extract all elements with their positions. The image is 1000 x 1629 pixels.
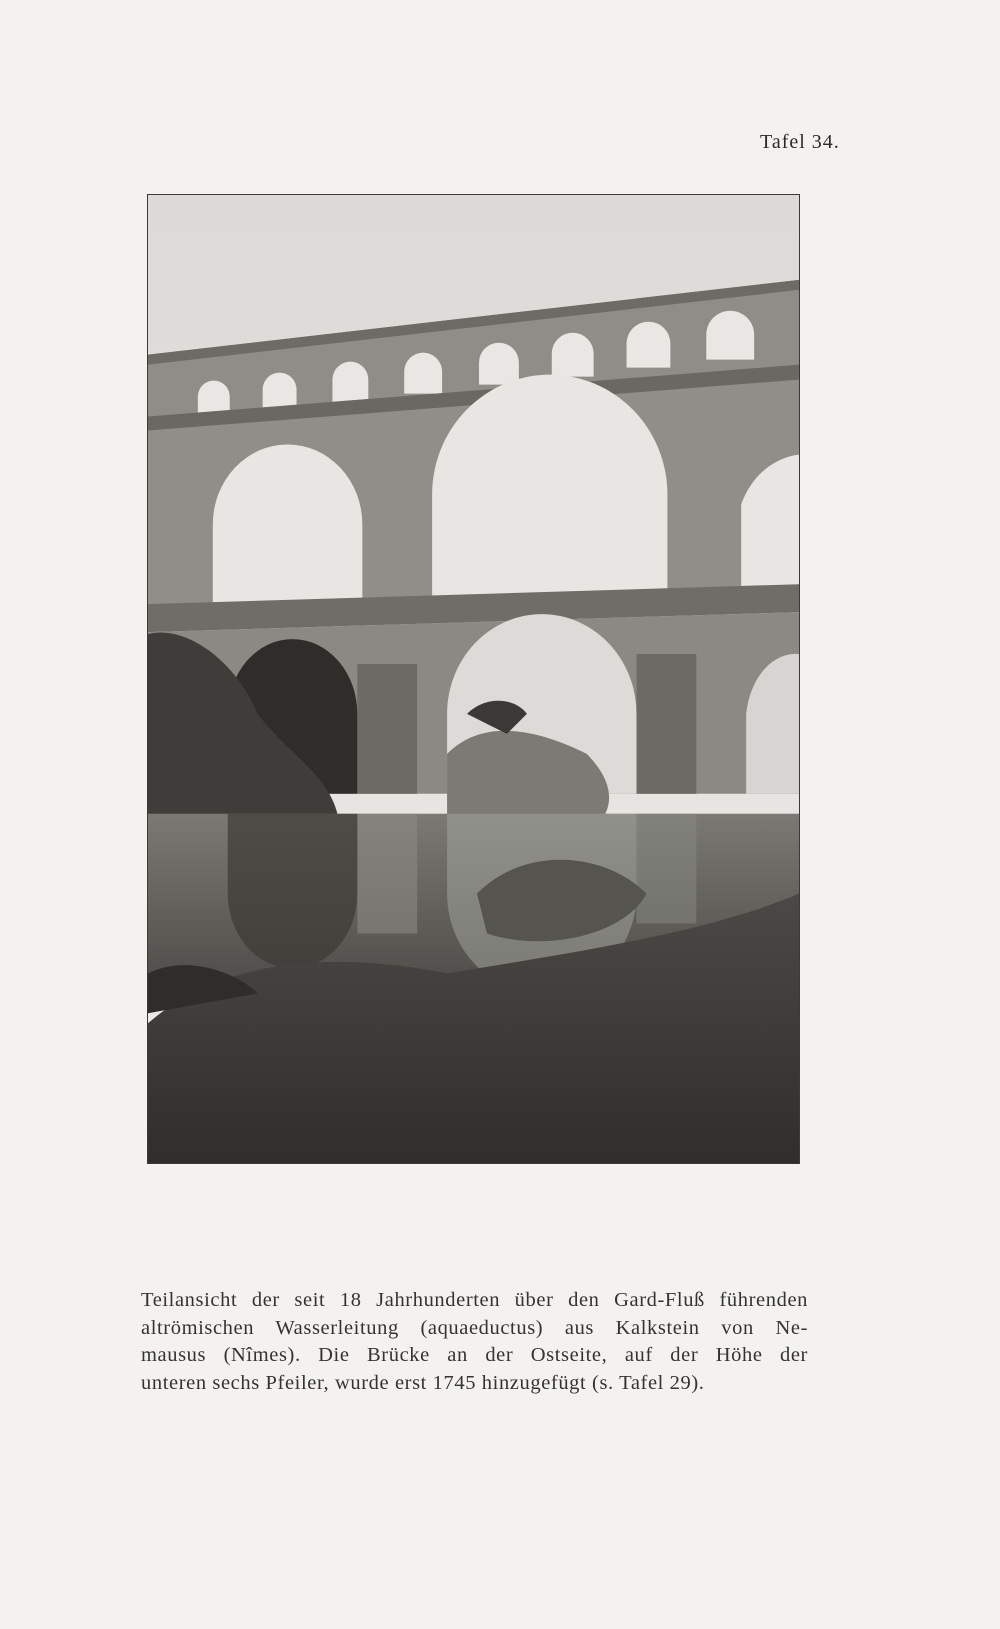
- caption-line: unteren sechs Pfeiler, wurde erst 1745 hinzugefügt (s. Tafel 29).: [141, 1371, 705, 1394]
- figure-caption: [141, 1287, 808, 1397]
- plate-label: Tafel 34.: [760, 131, 840, 153]
- aqueduct-photograph: [147, 194, 800, 1164]
- caption-line: Teilansicht der seit 18 Jahrhunderten über den Gard-Fluß führenden: [141, 1289, 808, 1311]
- caption-line: mausus (Nîmes). Die Brücke an der Ostseite, auf der Höhe der: [141, 1344, 808, 1366]
- caption-line: altrömischen Wasserleitung (aquaeductus) aus Kalkstein von Ne-: [141, 1316, 808, 1339]
- aqueduct-image: [148, 195, 799, 1163]
